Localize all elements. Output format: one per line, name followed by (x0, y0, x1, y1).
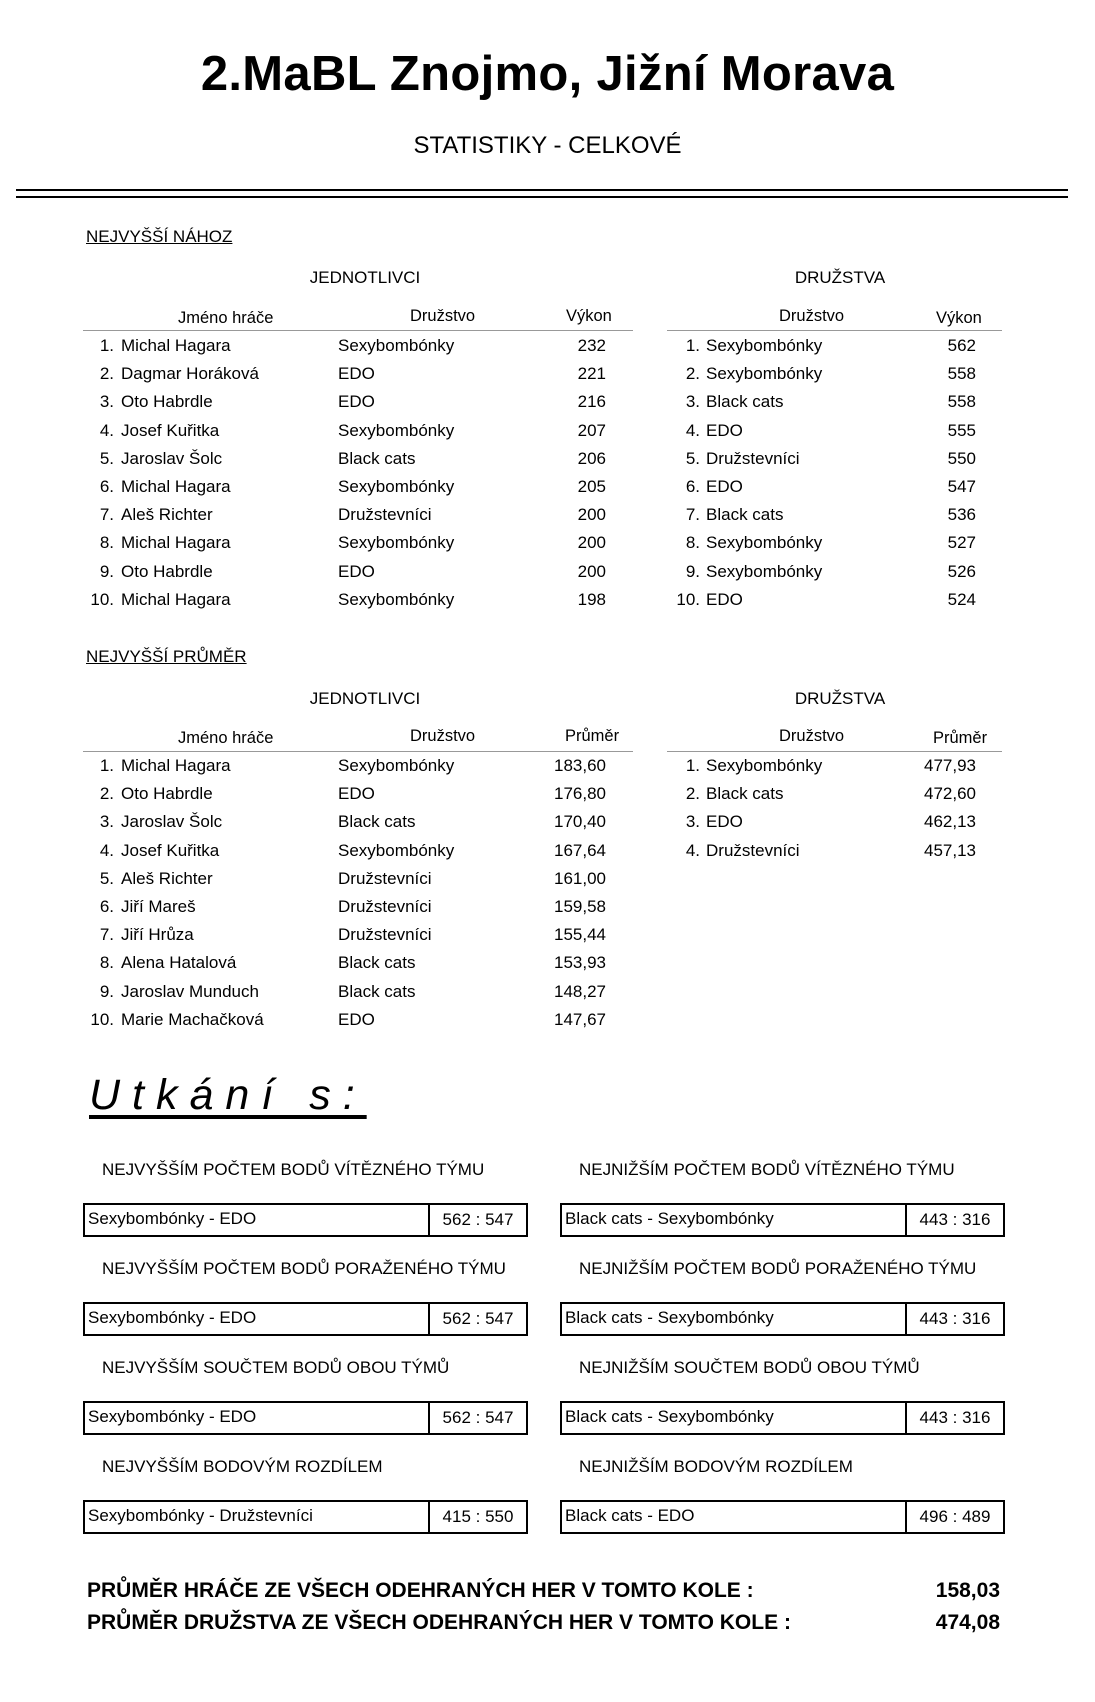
match-record-label: NEJVYŠŠÍM POČTEM BODŮ PORAŽENÉHO TÝMU (102, 1259, 506, 1278)
value: 205 (577, 476, 606, 496)
group-heading-indiv: JEDNOTLIVCI (309, 268, 421, 287)
row-rank: 7. (99, 505, 114, 525)
header-underline (83, 330, 633, 331)
row-rank: 9. (99, 561, 114, 581)
player-name: Jaroslav Munduch (121, 981, 259, 1001)
player-name: Michal Hagara (121, 756, 231, 775)
player-name: Josef Kuřitka (121, 840, 220, 860)
team-name: Sexybombónky (338, 840, 455, 860)
value: 176,80 (554, 784, 606, 804)
team-name: Black cats (338, 981, 416, 1001)
team-name: Družstevníci (706, 448, 800, 468)
page-title: 2.MaBL Znojmo, Jižní Morava (200, 47, 895, 101)
player-name: Aleš Richter (121, 505, 213, 525)
player-name: Oto Habrdle (121, 784, 213, 804)
value: 170,40 (554, 812, 606, 832)
team-name: Sexybombónky (338, 533, 455, 553)
match-score: 562 : 547 (442, 1408, 514, 1427)
group-heading-indiv: JEDNOTLIVCI (309, 689, 421, 708)
match-record (560, 1160, 1005, 1237)
team-name: Sexybombónky (706, 336, 823, 355)
header-underline (667, 751, 1002, 752)
section-heading-prumer: NEJVYŠŠÍ PRŮMĚR (86, 647, 247, 666)
player-name: Oto Habrdle (121, 561, 213, 581)
row-rank: 3. (99, 812, 114, 832)
value: 147,67 (554, 1009, 606, 1029)
column-header-value: Výkon (936, 309, 982, 327)
team-name: EDO (338, 364, 375, 384)
value: 547 (947, 476, 976, 496)
match-record-box (560, 1302, 1005, 1336)
row-rank: 7. (685, 505, 700, 525)
team-average-label: PRŮMĚR DRUŽSTVA ZE VŠECH ODEHRANÝCH HER V TOMTO KOLE : (87, 1611, 791, 1634)
value: 462,13 (924, 812, 976, 832)
row-rank: 8. (99, 953, 114, 973)
match-record-box (83, 1401, 528, 1435)
column-header-team: Družstvo (410, 727, 476, 745)
player-name: Oto Habrdle (121, 392, 213, 412)
team-name: EDO (706, 812, 743, 832)
value: 527 (947, 533, 976, 553)
team-name: Sexybombónky (706, 561, 823, 581)
header-underline (83, 751, 633, 752)
team-name: Black cats (338, 953, 416, 973)
team-name: Sexybombónky (338, 420, 455, 440)
team-name: Družstevníci (338, 896, 432, 916)
column-header-value: Výkon (566, 307, 612, 325)
match-record-box (560, 1203, 1005, 1237)
header-rule (16, 196, 1068, 198)
team-name: Sexybombónky (338, 756, 455, 775)
header-rule (16, 189, 1068, 191)
match-record-box (83, 1203, 528, 1237)
page-subtitle: STATISTIKY - CELKOVÉ (413, 132, 682, 159)
player-average-value: 158,03 (935, 1579, 1000, 1602)
value: 524 (947, 589, 976, 609)
match-record-box (560, 1500, 1005, 1534)
value: 558 (947, 392, 976, 412)
match-record-box (560, 1401, 1005, 1435)
row-rank: 9. (99, 981, 114, 1001)
team-average-value: 474,08 (935, 1611, 1000, 1634)
value: 200 (577, 533, 606, 553)
team-name: EDO (338, 1009, 375, 1029)
team-name: Black cats (338, 448, 416, 468)
player-name: Jiří Hrůza (121, 925, 194, 945)
value: 536 (947, 505, 976, 525)
row-rank: 5. (99, 868, 114, 888)
team-name: Sexybombónky (338, 476, 455, 496)
column-header-value: Průměr (565, 727, 620, 745)
match-score: 443 : 316 (919, 1210, 991, 1229)
match-record-label: NEJNIŽŠÍM POČTEM BODŮ VÍTĚZNÉHO TÝMU (579, 1160, 955, 1179)
team-name: Sexybombónky (338, 336, 455, 355)
match-record-box (83, 1302, 528, 1336)
row-rank: 2. (99, 784, 114, 804)
team-name: Sexybombónky (706, 533, 823, 553)
player-name: Josef Kuřitka (121, 420, 220, 440)
team-name: Družstevníci (706, 840, 800, 860)
match-record (560, 1259, 1005, 1336)
match-record-box (83, 1500, 528, 1534)
match-teams: Black cats - Sexybombónky (562, 1304, 907, 1334)
match-score: 562 : 547 (442, 1309, 514, 1328)
team-name: EDO (706, 420, 743, 440)
team-name: EDO (706, 476, 743, 496)
value: 167,64 (554, 840, 606, 860)
value: 161,00 (554, 868, 606, 888)
player-name: Alena Hatalová (121, 953, 237, 973)
match-teams: Sexybombónky - Družstevníci (85, 1502, 430, 1532)
value: 207 (577, 420, 606, 440)
team-name: EDO (338, 392, 375, 412)
team-name: Black cats (706, 392, 784, 412)
match-score: 415 : 550 (442, 1507, 514, 1526)
value: 148,27 (554, 981, 606, 1001)
player-name: Michal Hagara (121, 589, 231, 609)
row-rank: 5. (685, 448, 700, 468)
value: 562 (947, 336, 976, 355)
row-rank: 2. (99, 364, 114, 384)
value: 200 (577, 505, 606, 525)
value: 206 (577, 448, 606, 468)
match-record (83, 1160, 528, 1237)
row-rank: 7. (99, 925, 114, 945)
value: 477,93 (924, 756, 976, 775)
value: 216 (577, 392, 606, 412)
value: 198 (577, 589, 606, 609)
match-record-label: NEJNIŽŠÍM SOUČTEM BODŮ OBOU TÝMŮ (579, 1358, 920, 1377)
value: 221 (577, 364, 606, 384)
value: 200 (577, 561, 606, 581)
value: 183,60 (554, 756, 606, 775)
row-rank: 2. (685, 364, 700, 384)
player-name: Dagmar Horáková (121, 364, 259, 384)
match-score: 496 : 489 (919, 1507, 991, 1526)
value: 457,13 (924, 840, 976, 860)
team-name: Black cats (706, 505, 784, 525)
match-record-label: NEJVYŠŠÍM SOUČTEM BODŮ OBOU TÝMŮ (102, 1358, 450, 1377)
row-rank: 8. (685, 533, 700, 553)
row-rank: 2. (685, 784, 700, 804)
match-teams: Black cats - Sexybombónky (562, 1205, 907, 1235)
row-rank: 6. (685, 476, 700, 496)
match-teams: Sexybombónky - EDO (85, 1403, 430, 1433)
row-rank: 10. (90, 1009, 114, 1029)
row-rank: 4. (99, 420, 114, 440)
row-rank: 3. (685, 392, 700, 412)
match-teams: Sexybombónky - EDO (85, 1304, 430, 1334)
row-rank: 4. (685, 840, 700, 860)
match-record-label: NEJVYŠŠÍM POČTEM BODŮ VÍTĚZNÉHO TÝMU (102, 1160, 485, 1179)
row-rank: 9. (685, 561, 700, 581)
match-teams: Black cats - EDO (562, 1502, 907, 1532)
column-header-name: Jméno hráče (178, 729, 274, 747)
player-name: Jaroslav Šolc (121, 448, 223, 468)
row-rank: 8. (99, 533, 114, 553)
match-record (83, 1457, 528, 1534)
row-rank: 3. (685, 812, 700, 832)
player-name: Jaroslav Šolc (121, 812, 223, 832)
row-rank: 10. (676, 589, 700, 609)
column-header-name: Jméno hráče (178, 309, 274, 327)
value: 153,93 (554, 953, 606, 973)
team-name: Družstevníci (338, 505, 432, 525)
team-name: Sexybombónky (338, 589, 455, 609)
value: 558 (947, 364, 976, 384)
row-rank: 1. (685, 756, 700, 775)
player-name: Michal Hagara (121, 533, 231, 553)
row-rank: 4. (685, 420, 700, 440)
match-record (83, 1358, 528, 1435)
team-name: Družstevníci (338, 925, 432, 945)
row-rank: 1. (99, 336, 114, 355)
section-heading-nahoz: NEJVYŠŠÍ NÁHOZ (86, 227, 233, 246)
match-teams: Black cats - Sexybombónky (562, 1403, 907, 1433)
team-name: EDO (706, 589, 743, 609)
team-name: EDO (338, 561, 375, 581)
row-rank: 1. (99, 756, 114, 775)
match-score: 562 : 547 (442, 1210, 514, 1229)
team-name: Sexybombónky (706, 756, 823, 775)
row-rank: 3. (99, 392, 114, 412)
match-record (83, 1259, 528, 1336)
match-record (560, 1358, 1005, 1435)
match-record (560, 1457, 1005, 1534)
player-name: Marie Machačková (121, 1009, 264, 1029)
column-header-value: Průměr (933, 729, 988, 747)
row-rank: 5. (99, 448, 114, 468)
player-average-label: PRŮMĚR HRÁČE ZE VŠECH ODEHRANÝCH HER V TOMTO KOLE : (87, 1579, 754, 1602)
value: 526 (947, 561, 976, 581)
team-name: Družstevníci (338, 868, 432, 888)
value: 550 (947, 448, 976, 468)
group-heading-teams: DRUŽSTVA (794, 268, 886, 287)
player-name: Jiří Mareš (121, 896, 196, 916)
value: 159,58 (554, 896, 606, 916)
value: 472,60 (924, 784, 976, 804)
match-record-label: NEJVYŠŠÍM BODOVÝM ROZDÍLEM (102, 1457, 383, 1476)
match-teams: Sexybombónky - EDO (85, 1205, 430, 1235)
value: 232 (577, 336, 606, 355)
column-header-team: Družstvo (779, 727, 845, 745)
column-header-team: Družstvo (779, 307, 845, 325)
player-name: Michal Hagara (121, 336, 231, 355)
player-name: Michal Hagara (121, 476, 231, 496)
row-rank: 10. (90, 589, 114, 609)
value: 155,44 (554, 925, 606, 945)
column-header-team: Družstvo (410, 307, 476, 325)
match-record-label: NEJNIŽŠÍM POČTEM BODŮ PORAŽENÉHO TÝMU (579, 1259, 977, 1278)
team-name: EDO (338, 784, 375, 804)
group-heading-teams: DRUŽSTVA (794, 689, 886, 708)
header-underline (667, 330, 1002, 331)
player-name: Aleš Richter (121, 868, 213, 888)
team-name: Black cats (338, 812, 416, 832)
row-rank: 4. (99, 840, 114, 860)
team-name: Sexybombónky (706, 364, 823, 384)
team-name: Black cats (706, 784, 784, 804)
matches-heading: Utkání s: (89, 1071, 367, 1119)
match-score: 443 : 316 (919, 1309, 991, 1328)
match-record-label: NEJNIŽŠÍM BODOVÝM ROZDÍLEM (579, 1457, 853, 1476)
row-rank: 1. (685, 336, 700, 355)
row-rank: 6. (99, 896, 114, 916)
match-score: 443 : 316 (919, 1408, 991, 1427)
row-rank: 6. (99, 476, 114, 496)
value: 555 (947, 420, 976, 440)
